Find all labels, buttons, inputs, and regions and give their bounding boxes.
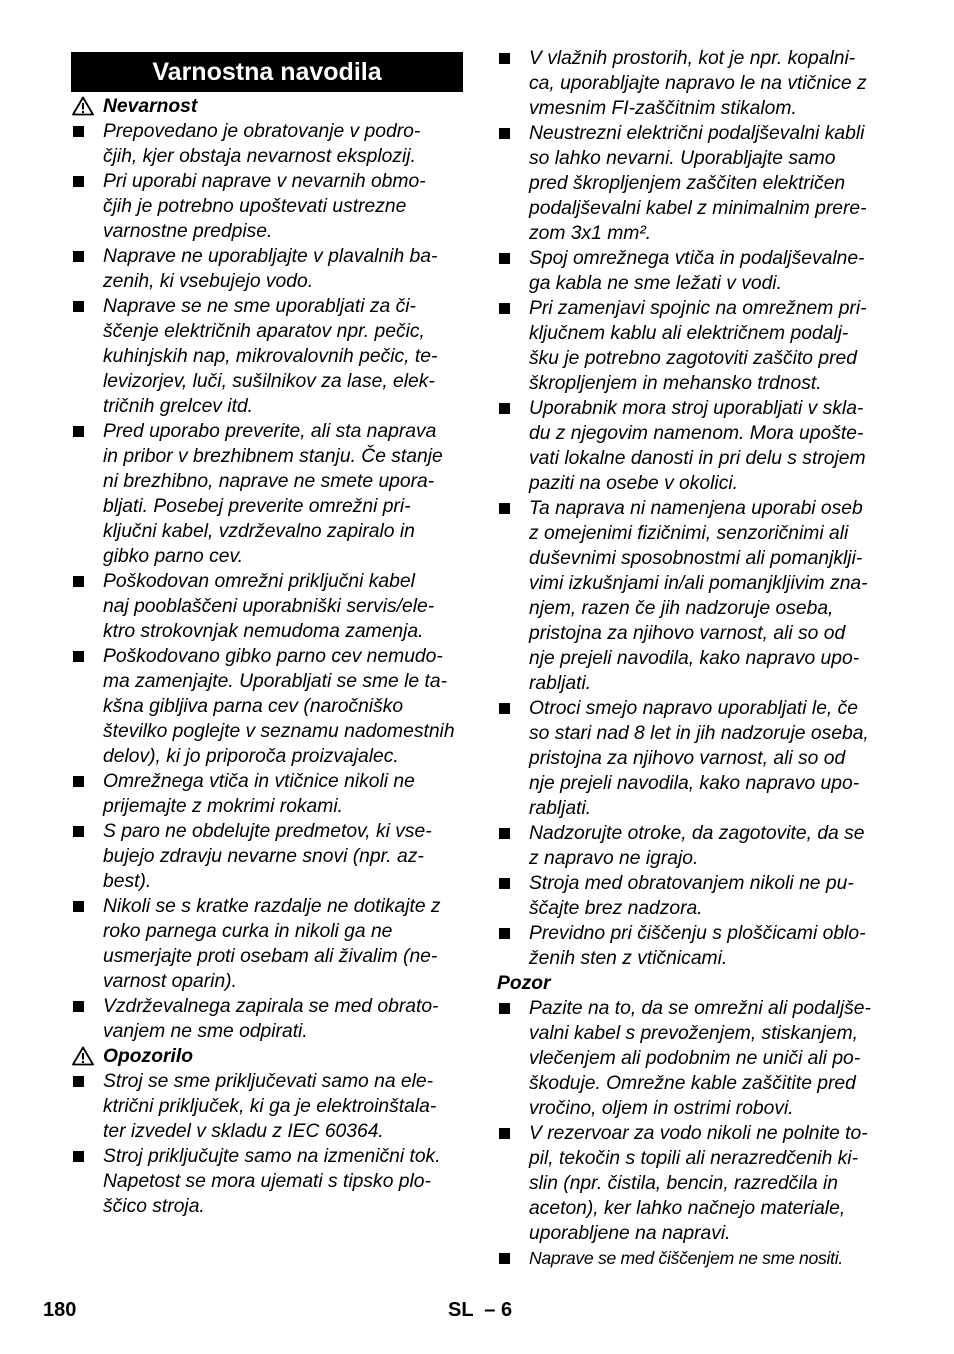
page-number: 180 xyxy=(43,1299,77,1321)
list-item: Nadzorujte otroke, da zagotovite, da se z napravo ne igrajo. xyxy=(497,821,889,871)
square-bullet-icon xyxy=(73,301,84,312)
square-bullet-icon xyxy=(73,176,84,187)
square-bullet-icon xyxy=(499,303,510,314)
list-item: Nikoli se s kratke razdalje ne dotikajte z roko parnega curka in nikoli ga ne usmerjajte proti osebam ali živalim (ne- varnost oparin). xyxy=(71,894,463,994)
list-item: Stroj priključujte samo na izmenični tok. Napetost se mora ujemati s tipsko plo- ščico stroja. xyxy=(71,1144,463,1219)
square-bullet-icon xyxy=(73,1001,84,1012)
section-label: SL – 6 xyxy=(448,1299,513,1321)
square-bullet-icon xyxy=(499,828,510,839)
list-item: Naprave se med čiščenjem ne sme nositi. xyxy=(497,1246,889,1271)
list-item: Pred uporabo preverite, ali sta naprava in pribor v brezhibnem stanju. Če stanje ni brezhibno, naprave ne smete upora- bljati. Posebej preverite omrežni pri- ključni kabel, vzdrževalno zapiralo in gibko parno cev. xyxy=(71,419,463,569)
list-item: Vzdrževalnega zapirala se med obrato- vanjem ne sme odpirati. xyxy=(71,994,463,1044)
list-item: Naprave ne uporabljajte v plavalnih ba- zenih, ki vsebujejo vodo. xyxy=(71,244,463,294)
list-item: S paro ne obdelujte predmetov, ki vse- bujejo zdravju nevarne snovi (npr. az- best). xyxy=(71,819,463,894)
list-item: Pri uporabi naprave v nevarnih obmo- čjih je potrebno upoštevati ustrezne varnostne predpise. xyxy=(71,169,463,244)
danger-heading-label: Nevarnost xyxy=(103,96,198,117)
square-bullet-icon xyxy=(73,576,84,587)
square-bullet-icon xyxy=(73,1076,84,1087)
square-bullet-icon xyxy=(499,1253,510,1264)
right-column xyxy=(497,46,889,1271)
list-item: Pri zamenjavi spojnic na omrežnem pri- ključnem kablu ali električnem podalj- šku je potrebno zagotoviti zaščito pred škropljenjem in mehansko trdnost. xyxy=(497,296,889,396)
list-item: Neustrezni električni podaljševalni kabli so lahko nevarni. Uporabljajte samo pred škropljenjem zaščiten električen podaljševalni kabel z minimalnim prere- zom 3x1 mm². xyxy=(497,121,889,246)
warning-triangle-icon xyxy=(72,96,94,116)
list-item: Poškodovano gibko parno cev nemudo- ma zamenjajte. Uporabljati se sme le ta- kšna gibljiva parna cev (naročniško številko poglejte v seznamu nadomestnih delov), ki jo priporoča proizvajalec. xyxy=(71,644,463,769)
list-item: Prepovedano je obratovanje v podro- čjih, kjer obstaja nevarnost eksplozij. xyxy=(71,119,463,169)
warning-list-continued xyxy=(497,46,889,971)
square-bullet-icon xyxy=(499,1003,510,1014)
list-item: Omrežnega vtiča in vtičnice nikoli ne prijemajte z mokrimi rokami. xyxy=(71,769,463,819)
warning-heading xyxy=(71,1044,463,1069)
square-bullet-icon xyxy=(73,251,84,262)
list-item: Stroj se sme priključevati samo na ele- ktrični priključek, ki ga je elektroinštala- ter izvedel v skladu z IEC 60364. xyxy=(71,1069,463,1144)
list-item: Spoj omrežnega vtiča in podaljševalne- ga kabla ne sme ležati v vodi. xyxy=(497,246,889,296)
list-item: V vlažnih prostorih, kot je npr. kopalni- ca, uporabljajte napravo le na vtičnice z vmesnim FI-zaščitnim stikalom. xyxy=(497,46,889,121)
page-title: Varnostna navodila xyxy=(71,52,463,92)
caution-list xyxy=(497,996,889,1271)
list-item: Uporabnik mora stroj uporabljati v skla- du z njegovim namenom. Mora upošte- vati lokalne danosti in pri delu s strojem paziti na osebe v okolici. xyxy=(497,396,889,496)
left-column xyxy=(71,46,463,1219)
square-bullet-icon xyxy=(499,1128,510,1139)
square-bullet-icon xyxy=(499,128,510,139)
square-bullet-icon xyxy=(499,928,510,939)
square-bullet-icon xyxy=(73,826,84,837)
square-bullet-icon xyxy=(499,403,510,414)
danger-list xyxy=(71,119,463,1044)
square-bullet-icon xyxy=(73,426,84,437)
caution-heading: Pozor xyxy=(497,973,551,994)
square-bullet-icon xyxy=(73,126,84,137)
warning-triangle-icon xyxy=(72,1046,94,1066)
list-item: Otroci smejo napravo uporabljati le, če so stari nad 8 let in jih nadzoruje oseba, pristojna za njihovo varnost, ali so od nje prejeli navodila, kako napravo upo- rabljati. xyxy=(497,696,889,821)
square-bullet-icon xyxy=(499,703,510,714)
square-bullet-icon xyxy=(73,901,84,912)
danger-heading xyxy=(71,94,463,119)
warning-list xyxy=(71,1069,463,1219)
list-item: Stroja med obratovanjem nikoli ne pu- ščajte brez nadzora. xyxy=(497,871,889,921)
list-item: Poškodovan omrežni priključni kabel naj pooblaščeni uporabniški servis/ele- ktro strokovnjak nemudoma zamenja. xyxy=(71,569,463,644)
square-bullet-icon xyxy=(73,776,84,787)
square-bullet-icon xyxy=(73,1151,84,1162)
square-bullet-icon xyxy=(499,878,510,889)
list-item: Ta naprava ni namenjena uporabi oseb z omejenimi fizičnimi, senzoričnimi ali duševnimi sposobnostmi ali pomanjklji- vimi izkušnjami in/ali pomanjkljivim zna- njem, razen če jih nadzoruje oseba, pristojna za njihovo varnost, ali so od nje prejeli navodila, kako napravo upo- rabljati. xyxy=(497,496,889,696)
list-item: Naprave se ne sme uporabljati za či- ščenje električnih aparatov npr. pečic, kuhinjskih nap, mikrovalovnih pečic, te- levizorjev, luči, sušilnikov za lase, elek- tričnih grelcev itd. xyxy=(71,294,463,419)
list-item: Pazite na to, da se omrežni ali podaljše- valni kabel s prevoženjem, stiskanjem, vlečenjem ali podobnim ne uniči ali po- škoduje. Omrežne kable zaščitite pred vročino, oljem in ostrimi robovi. xyxy=(497,996,889,1121)
square-bullet-icon xyxy=(499,53,510,64)
square-bullet-icon xyxy=(73,651,84,662)
list-item: Previdno pri čiščenju s ploščicami oblo- ženih sten z vtičnicami. xyxy=(497,921,889,971)
square-bullet-icon xyxy=(499,253,510,264)
square-bullet-icon xyxy=(499,503,510,514)
warning-heading-label: Opozorilo xyxy=(103,1046,193,1067)
list-item: V rezervoar za vodo nikoli ne polnite to- pil, tekočin s topili ali nerazredčenih ki- slin (npr. čistila, bencin, razredčila in aceton), ker lahko načnejo materiale, uporabljene na napravi. xyxy=(497,1121,889,1246)
